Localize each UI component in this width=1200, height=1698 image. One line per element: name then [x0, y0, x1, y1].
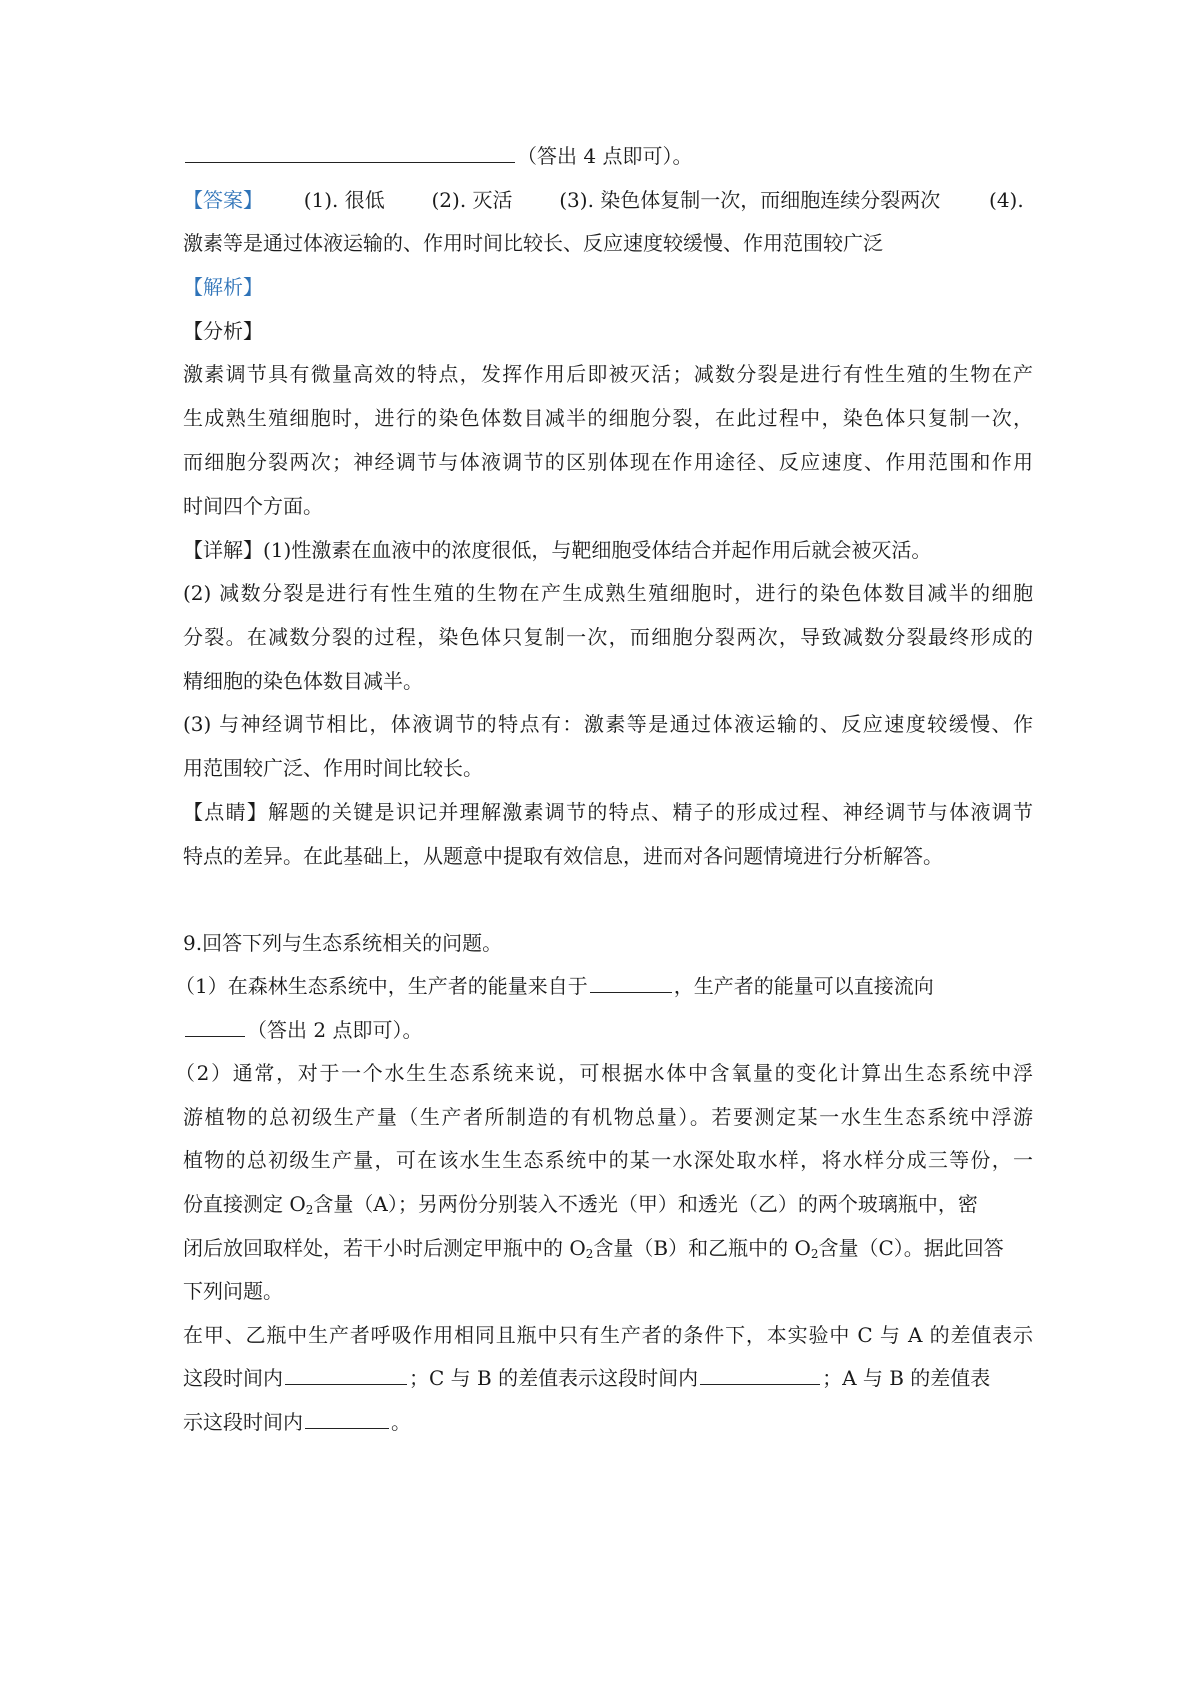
q9-p3-l3-text-b: 。: [391, 1410, 411, 1434]
blank-suffix: （答出 4 点即可）。: [517, 144, 693, 168]
q9-p2-l4-text-a: 份直接测定 O: [183, 1192, 306, 1216]
detail-line-5: (3) 与神经调节相比，体液调节的特点有：激素等是通过体液运输的、反应速度较缓慢、作: [183, 712, 1033, 736]
answer-part-1-text: 很低: [344, 188, 385, 212]
q9-p3-l2-text-c: ；A 与 B 的差值表: [822, 1366, 991, 1390]
question-9-part-1-line-2: [183, 1014, 1033, 1046]
oxygen-subscript: 2: [305, 1203, 314, 1217]
q9-p1-text-b: ，生产者的能量可以直接流向: [673, 974, 934, 998]
q9-p3-l3-text-a: 示这段时间内: [183, 1410, 303, 1434]
answer-part-1-number: (1).: [303, 188, 339, 212]
detail-text-1: (1)性激素在血液中的浓度很低，与靶细胞受体结合并起作用后就会被灭活。: [263, 538, 932, 562]
answer-part-3-text: 染色体复制一次，而细胞连续分裂两次: [600, 188, 941, 212]
q9-p3-blank-2[interactable]: [700, 1362, 820, 1385]
previous-question-blank-line: [183, 140, 1033, 172]
question-9-part-2-line-2: 游植物的总初级生产量（生产者所制造的有机物总量）。若要测定某一水生生态系统中浮游: [183, 1105, 1033, 1129]
q9-p1-blank-2[interactable]: [185, 1014, 245, 1037]
question-9-part-2-line-3: 植物的总初级生产量，可在该水生生态系统中的某一水深处取水样，将水样分成三等份，一: [183, 1148, 1033, 1172]
answer-tag: 【答案】: [183, 188, 263, 212]
comment-line-2: 特点的差异。在此基础上，从题意中提取有效信息，进而对各问题情境进行分析解答。: [183, 844, 943, 868]
question-9-part-3-line-2: [183, 1362, 1033, 1394]
detail-line-3: 分裂。在减数分裂的过程，染色体只复制一次，而细胞分裂两次，导致减数分裂最终形成的: [183, 625, 1033, 649]
detail-tag: 【详解】: [183, 538, 263, 562]
answer-part-2-text: 灭活: [472, 188, 513, 212]
q9-p3-blank-3[interactable]: [305, 1406, 389, 1429]
detail-line-1: [183, 534, 1033, 566]
question-9-part-3-line-1: 在甲、乙瓶中生产者呼吸作用相同且瓶中只有生产者的条件下，本实验中 C 与 A 的差值表示: [183, 1323, 1033, 1347]
q9-p2-l5-text-c: 含量（C）。据此回答: [818, 1236, 1004, 1260]
answer-line-1: [183, 184, 1033, 216]
answer-part-3-number: (3).: [559, 188, 594, 212]
answer-part-2-number: (2).: [431, 188, 467, 212]
detail-line-6: 用范围较广泛、作用时间比较长。: [183, 756, 483, 780]
oxygen-subscript: 2: [810, 1247, 819, 1261]
question-9-part-2-line-5: [183, 1232, 1033, 1264]
detail-line-2: (2) 减数分裂是进行有性生殖的生物在产生成熟生殖细胞时，进行的染色体数目减半的细胞: [183, 581, 1033, 605]
comment-line-1: [183, 796, 1033, 828]
answer-blank[interactable]: [185, 140, 515, 163]
analysis-tag: 【解析】: [183, 275, 263, 299]
comment-tag: 【点睛】: [183, 800, 269, 824]
q9-p1-text-a: （1）在森林生态系统中，生产者的能量来自于: [175, 974, 588, 998]
analysis-line-1: 激素调节具有微量高效的特点，发挥作用后即被灭活；减数分裂是进行有性生殖的生物在产: [183, 362, 1033, 386]
answer-line-2: 激素等是通过体液运输的、作用时间比较长、反应速度较缓慢、作用范围较广泛: [183, 231, 883, 255]
q9-p2-l5-text-a: 闭后放回取样处，若干小时后测定甲瓶中的 O: [183, 1236, 586, 1260]
q9-p3-l2-text-b: ；C 与 B 的差值表示这段时间内: [409, 1366, 699, 1390]
analysis-sub-tag: 【分析】: [183, 319, 263, 343]
detail-line-4: 精细胞的染色体数目减半。: [183, 669, 423, 693]
q9-p1-text-c: （答出 2 点即可）。: [247, 1018, 423, 1042]
question-9-part-1-line-1: [175, 970, 1025, 1002]
q9-p3-blank-1[interactable]: [285, 1362, 407, 1385]
comment-text-1: 解题的关键是识记并理解激素调节的特点、精子的形成过程、神经调节与体液调节: [268, 800, 1033, 824]
q9-p2-l4-text-b: 含量（A）；另两份分别装入不透光（甲）和透光（乙）的两个玻璃瓶中，密: [313, 1192, 978, 1216]
answer-part-4-number: (4).: [989, 188, 1024, 212]
q9-p1-blank-1[interactable]: [590, 970, 672, 993]
oxygen-subscript: 2: [585, 1247, 594, 1261]
q9-p2-l5-text-b: 含量（B）和乙瓶中的 O: [593, 1236, 811, 1260]
question-9-part-3-line-3: [183, 1406, 1033, 1438]
analysis-line-4: 时间四个方面。: [183, 494, 323, 518]
question-9-part-2-line-6: 下列问题。: [183, 1279, 283, 1303]
analysis-line-2: 生成熟生殖细胞时，进行的染色体数目减半的细胞分裂，在此过程中，染色体只复制一次，: [183, 406, 1033, 430]
question-9-part-2-line-1: （2）通常，对于一个水生生态系统来说，可根据水体中含氧量的变化计算出生态系统中浮: [175, 1061, 1033, 1085]
q9-p3-l2-text-a: 这段时间内: [183, 1366, 283, 1390]
question-9-part-2-line-4: [183, 1188, 1033, 1220]
analysis-line-3: 而细胞分裂两次；神经调节与体液调节的区别体现在作用途径、反应速度、作用范围和作用: [183, 450, 1033, 474]
question-9-title: 9.回答下列与生态系统相关的问题。: [183, 931, 503, 955]
